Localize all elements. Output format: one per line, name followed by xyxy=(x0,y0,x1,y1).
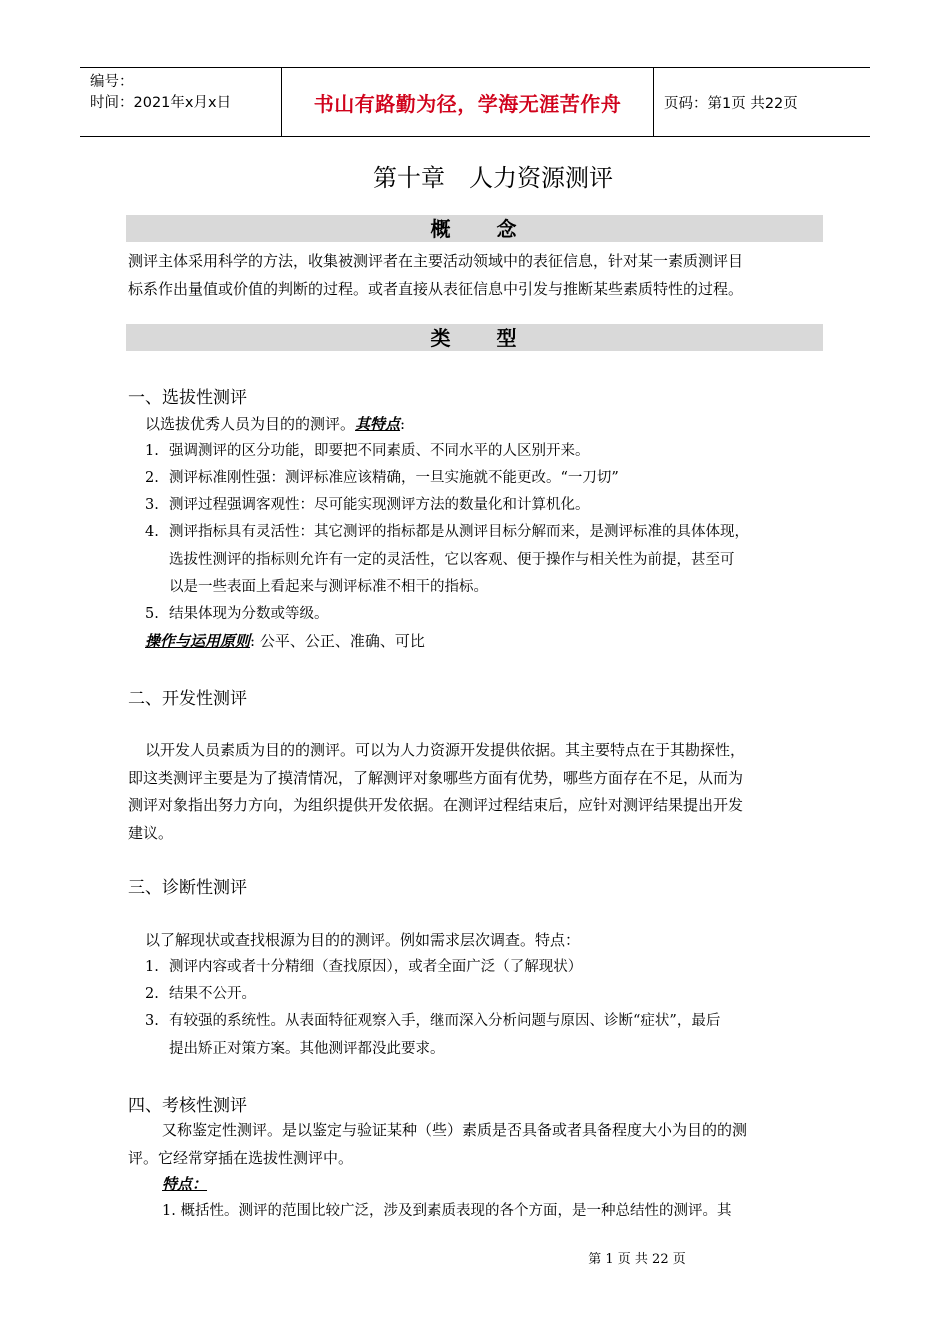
section1-features-label: 其特点 xyxy=(355,415,401,433)
list-item xyxy=(145,954,582,982)
principle-line xyxy=(145,628,425,656)
paragraph-line: 即这类测评主要是为了摸清情况，了解测评对象哪些方面有优势，哪些方面存在不足，从而为 xyxy=(128,768,744,787)
list-number: 3. xyxy=(145,497,159,513)
chapter-title: 第十章 人力资源测评 xyxy=(373,164,613,192)
list-text: 测评内容或者十分精细（查找原因），或者全面广泛（了解现状） xyxy=(169,959,583,975)
code-label: 编号： xyxy=(90,74,134,90)
section4-feature-label-line xyxy=(162,1171,207,1199)
motto-text: 书山有路勤为径，学海无涯苦作舟 xyxy=(313,91,622,116)
list-number: 5. xyxy=(145,606,159,622)
page-header-table xyxy=(80,67,870,137)
list-item xyxy=(145,601,329,629)
list-text-line: 有较强的系统性。从表面特征观察入手，继而深入分析问题与原因、诊断“症状”，最后 xyxy=(169,1013,721,1029)
list-text-line: 以是一些表面上看起来与测评标准不相干的指标。 xyxy=(169,579,488,595)
list-number: 2. xyxy=(145,986,159,1002)
paragraph-line: 以开发人员素质为目的的测评。可以为人力资源开发提供依据。其主要特点在于其勘探性， xyxy=(145,741,746,759)
list-number: 2. xyxy=(145,470,159,486)
page-footer: 第 1 页 共 22 页 xyxy=(588,1252,686,1267)
list-item xyxy=(145,1008,720,1063)
principle-label: 操作与运用原则 xyxy=(145,632,251,650)
section3-title: 三、诊断性测评 xyxy=(128,878,247,898)
section3-intro: 以了解现状或查找根源为目的的测评。例如需求层次调查。特点： xyxy=(145,931,581,949)
paragraph-line: 建议。 xyxy=(128,823,174,842)
section4-feature-label: 特点： xyxy=(162,1175,208,1193)
list-number: 1. xyxy=(145,443,159,459)
principle-text: : 公平、公正、准确、可比 xyxy=(250,632,425,650)
list-item xyxy=(145,438,590,466)
section1-intro xyxy=(145,411,405,439)
types-heading: 类 型 xyxy=(126,324,823,351)
section2-title: 二、开发性测评 xyxy=(128,689,247,709)
concept-line: 测评主体采用科学的方法，收集被测评者在主要活动领域中的表征信息，针对某一素质测评目 xyxy=(128,252,744,270)
section4-paragraph xyxy=(128,1117,747,1172)
header-meta-cell xyxy=(80,68,282,136)
list-item xyxy=(145,981,256,1009)
time-label: 时间：2021年x月x日 xyxy=(90,95,232,111)
page-info: 页码：第1页 共22页 xyxy=(664,95,798,112)
section4-title: 四、考核性测评 xyxy=(128,1096,247,1116)
header-motto-cell xyxy=(282,68,654,136)
list-item xyxy=(145,519,749,602)
paragraph-line: 评。它经常穿插在选拔性测评中。 xyxy=(128,1148,354,1167)
list-text xyxy=(169,1008,720,1063)
list-text: 测评标准刚性强：测评标准应该精确，一旦实施就不能更改。“一刀切” xyxy=(169,470,619,486)
list-text: 结果体现为分数或等级。 xyxy=(169,606,329,622)
concept-line: 标系作出量值或价值的判断的过程。或者直接从表征信息中引发与推断某些素质特性的过程。 xyxy=(128,279,744,298)
section2-paragraph xyxy=(128,737,745,847)
list-text-line: 测评指标具有灵活性：其它测评的指标都是从测评目标分解而来，是测评标准的具体体现， xyxy=(169,524,749,540)
list-text-line: 提出矫正对策方案。其他测评都没此要求。 xyxy=(169,1040,445,1057)
section4-item1: 1. 概括性。测评的范围比较广泛，涉及到素质表现的各个方面，是一种总结性的测评。其 xyxy=(162,1203,732,1219)
concept-paragraph xyxy=(128,248,743,303)
concept-heading: 概 念 xyxy=(126,215,823,242)
list-item xyxy=(145,492,590,520)
section1-title: 一、选拔性测评 xyxy=(128,388,247,408)
section1-intro-colon: : xyxy=(400,415,406,433)
list-text: 结果不公开。 xyxy=(169,986,256,1002)
list-number: 3. xyxy=(145,1013,159,1029)
list-text: 测评过程强调客观性：尽可能实现测评方法的数量化和计算机化。 xyxy=(169,497,590,513)
list-text: 强调测评的区分功能，即要把不同素质、不同水平的人区别开来。 xyxy=(169,443,590,459)
list-number: 4. xyxy=(145,524,159,540)
section1-intro-text: 以选拔优秀人员为目的的测评。 xyxy=(145,415,356,433)
list-text xyxy=(169,519,749,602)
list-text-line: 选拔性测评的指标则允许有一定的灵活性，它以客观、便于操作与相关性为前提，甚至可 xyxy=(169,551,735,568)
list-number: 1. xyxy=(145,959,159,975)
header-page-cell xyxy=(654,68,870,136)
paragraph-line: 又称鉴定性测评。是以鉴定与验证某种（些）素质是否具备或者具备程度大小为目的的测 xyxy=(162,1121,748,1139)
paragraph-line: 测评对象指出努力方向，为组织提供开发依据。在测评过程结束后，应针对测评结果提出开发 xyxy=(128,796,744,814)
list-item xyxy=(145,465,619,493)
